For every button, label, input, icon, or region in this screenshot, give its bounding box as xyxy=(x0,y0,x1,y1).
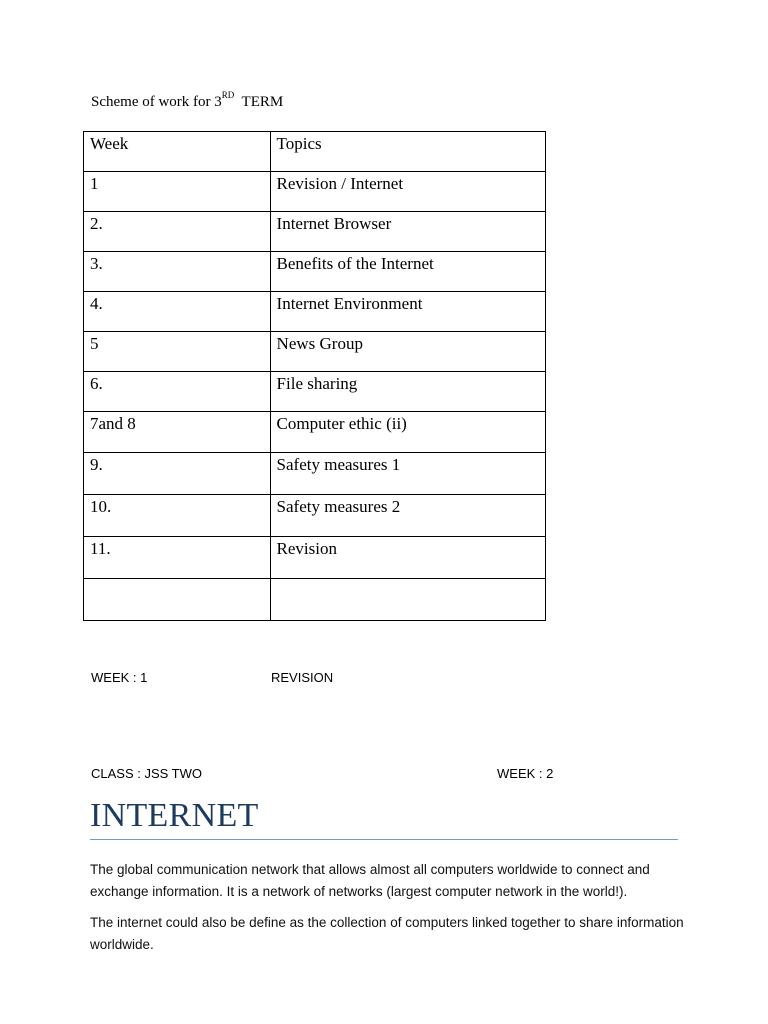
table-row xyxy=(84,332,546,372)
topic-cell: Internet Environment xyxy=(270,292,545,332)
week-cell: 1 xyxy=(84,172,271,212)
week2-label: WEEK : 2 xyxy=(497,766,554,781)
table-row xyxy=(84,412,546,453)
table-row xyxy=(84,172,546,212)
topic-cell: File sharing xyxy=(270,372,545,412)
table-row xyxy=(84,537,546,579)
table-row xyxy=(84,495,546,537)
class-label: CLASS : JSS TWO xyxy=(91,766,203,781)
week-cell: 4. xyxy=(84,292,271,332)
table-row xyxy=(84,252,546,292)
week-cell: 7and 8 xyxy=(84,412,271,453)
scheme-title xyxy=(91,92,283,112)
topic-cell: Revision xyxy=(270,537,545,579)
scheme-title-superscript: RD xyxy=(221,90,235,100)
scheme-title-prefix: Scheme of work for 3 xyxy=(91,94,222,110)
topic-cell: Revision / Internet xyxy=(270,172,545,212)
week-cell: 5 xyxy=(84,332,271,372)
scheme-title-suffix: TERM xyxy=(241,94,284,110)
week-cell: 9. xyxy=(84,453,271,495)
topic-cell: News Group xyxy=(270,332,545,372)
paragraph-definition: The global communication network that allows almost all computers worldwide to connect and exchange information. It is a network of networks (largest computer network in the world!). xyxy=(90,862,650,899)
topic-cell: Safety measures 2 xyxy=(270,495,545,537)
week-cell: 3. xyxy=(84,252,271,292)
table-header-row xyxy=(84,132,546,172)
week-cell: 2. xyxy=(84,212,271,252)
table-row xyxy=(84,372,546,412)
table-row xyxy=(84,212,546,252)
table-row-empty xyxy=(84,579,546,621)
week-cell: 11. xyxy=(84,537,271,579)
heading-divider xyxy=(90,839,678,840)
topic-cell: Benefits of the Internet xyxy=(270,252,545,292)
header-topics: Topics xyxy=(270,132,545,172)
table-row xyxy=(84,292,546,332)
week-cell: 6. xyxy=(84,372,271,412)
topic-cell: Safety measures 1 xyxy=(270,453,545,495)
topic-cell: Internet Browser xyxy=(270,212,545,252)
scheme-of-work-table xyxy=(83,131,546,621)
header-week: Week xyxy=(84,132,271,172)
week-cell: 10. xyxy=(84,495,271,537)
table-row xyxy=(84,453,546,495)
topic-cell: Computer ethic (ii) xyxy=(270,412,545,453)
section-heading: INTERNET xyxy=(90,797,259,834)
paragraph-alt-definition: The internet could also be define as the collection of computers linked together to share information worldwide. xyxy=(90,915,684,952)
week1-topic: REVISION xyxy=(271,670,334,685)
topic-cell xyxy=(270,579,545,621)
week1-label: WEEK : 1 xyxy=(91,670,148,685)
week-cell xyxy=(84,579,271,621)
